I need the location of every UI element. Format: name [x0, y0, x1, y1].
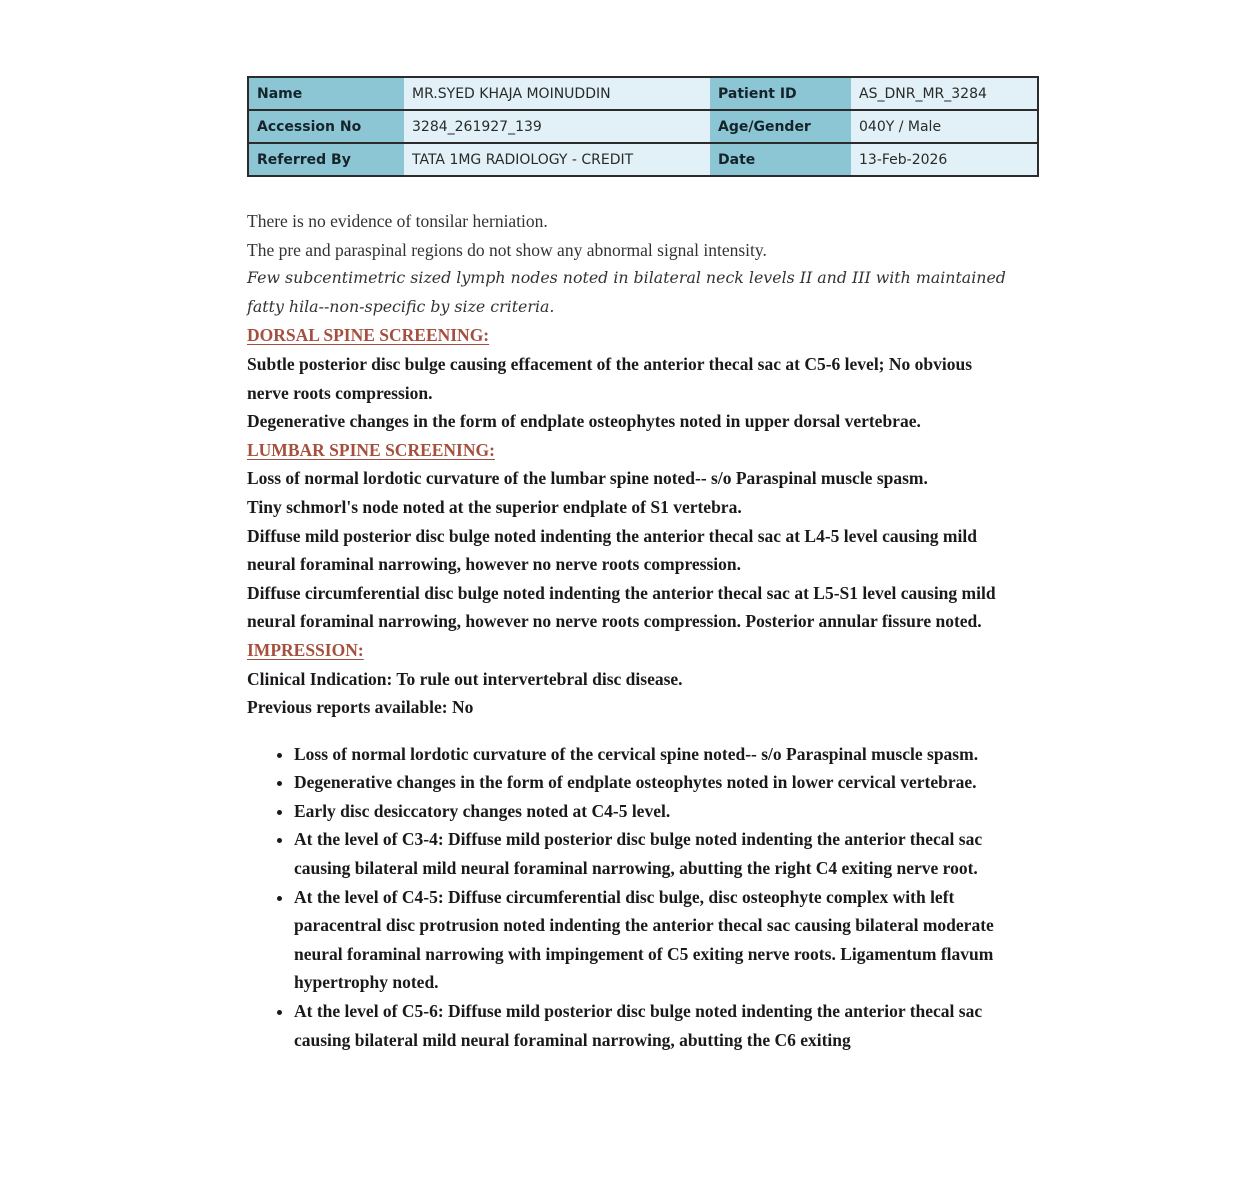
date-value: 13-Feb-2026: [851, 143, 1038, 176]
referred-by-label: Referred By: [248, 143, 404, 176]
lymph-node-finding: Few subcentimetric sized lymph nodes noted in bilateral neck levels II and III with maintained fatty hila--non-specific by size criteria.: [247, 268, 1006, 316]
lumbar-finding: Diffuse circumferential disc bulge noted indenting the anterior thecal sac at L5-S1 level causing mild neural foraminal narrowing, however no nerve roots compression. Posterior annular fissure noted.: [247, 582, 996, 632]
lumbar-finding: Loss of normal lordotic curvature of the lumbar spine noted-- s/o Paraspinal muscle spasm.: [247, 468, 928, 489]
table-row: [248, 110, 1038, 143]
lumbar-finding: Diffuse mild posterior disc bulge noted indenting the anterior thecal sac at L4-5 level causing mild neural foraminal narrowing, however no nerve roots compression.: [247, 525, 977, 575]
accession-value: 3284_261927_139: [404, 110, 710, 143]
lumbar-spine-heading: LUMBAR SPINE SCREENING:: [247, 439, 495, 460]
list-item: • Degenerative changes in the form of endplate osteophytes noted in lower cervical vertebrae.: [294, 768, 1007, 797]
patient-info-table: [247, 76, 1039, 177]
patient-id-value: AS_DNR_MR_3284: [851, 77, 1038, 110]
finding-line: There is no evidence of tonsilar herniation.: [247, 211, 548, 231]
dorsal-spine-heading: DORSAL SPINE SCREENING:: [247, 325, 490, 346]
name-value: MR.SYED KHAJA MOINUDDIN: [404, 77, 710, 110]
age-gender-label: Age/Gender: [710, 110, 851, 143]
table-row: [248, 77, 1038, 110]
referred-by-value: TATA 1MG RADIOLOGY - CREDIT: [404, 143, 710, 176]
name-label: Name: [248, 77, 404, 110]
report-page: [247, 76, 1039, 1054]
impression-list: [247, 740, 1007, 1055]
list-item: • At the level of C5-6: Diffuse mild posterior disc bulge noted indenting the anterior thecal sac causing bilateral mild neural foraminal narrowing, abutting the C6 exiting: [294, 997, 1007, 1054]
list-item: • At the level of C4-5: Diffuse circumferential disc bulge, disc osteophyte complex with left paracentral disc protrusion noted indenting the anterior thecal sac causing bilateral moderate neural foraminal narrowing with impingement of C5 exiting nerve roots. Ligamentum flavum hypertrophy noted.: [294, 883, 1007, 997]
finding-line: The pre and paraspinal regions do not show any abnormal signal intensity.: [247, 239, 767, 260]
list-item: • Early disc desiccatory changes noted at C4-5 level.: [294, 797, 1007, 826]
dorsal-finding: Degenerative changes in the form of endplate osteophytes noted in upper dorsal vertebrae.: [247, 411, 921, 432]
list-item: • At the level of C3-4: Diffuse mild posterior disc bulge noted indenting the anterior thecal sac causing bilateral mild neural foraminal narrowing, abutting the right C4 exiting nerve root.: [294, 825, 1007, 882]
impression-heading: IMPRESSION:: [247, 639, 364, 660]
lumbar-finding: Tiny schmorl's node noted at the superior endplate of S1 vertebra.: [247, 496, 742, 517]
accession-label: Accession No: [248, 110, 404, 143]
dorsal-finding: Subtle posterior disc bulge causing effacement of the anterior thecal sac at C5-6 level; No obvious nerve roots compression.: [247, 353, 973, 403]
previous-reports: Previous reports available: No: [247, 697, 474, 718]
date-label: Date: [710, 143, 851, 176]
list-item: • Loss of normal lordotic curvature of the cervical spine noted-- s/o Paraspinal muscle spasm.: [294, 740, 1007, 769]
table-row: [248, 143, 1038, 176]
clinical-indication: Clinical Indication: To rule out intervertebral disc disease.: [247, 668, 683, 689]
age-gender-value: 040Y / Male: [851, 110, 1038, 143]
patient-id-label: Patient ID: [710, 77, 851, 110]
report-body: [247, 207, 1007, 1054]
